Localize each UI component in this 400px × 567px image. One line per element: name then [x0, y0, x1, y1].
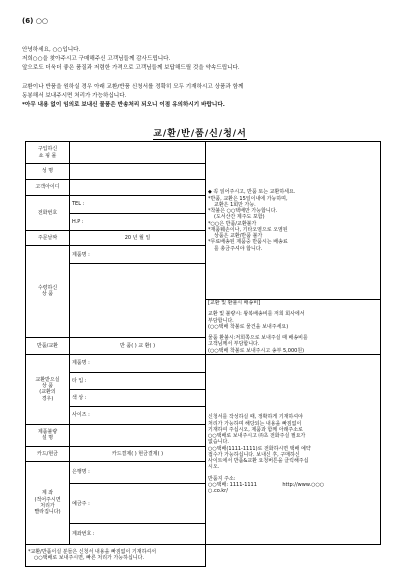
warning-text: *아무 내용 없이 임의로 보내신 물품은 반송처리 되오니 이점 유의하시기 바랍니다.	[22, 102, 225, 108]
order-date-label: 주문날짜	[26, 231, 70, 246]
exchange-size-field[interactable]: 사이즈 :	[72, 411, 90, 418]
footer-note: *교환/반품이실 분들은 신청서 내용을 빠짐없이 기재하셔서 ○○택배로 보내주시면, 빠른 처리가 가능하십니다.	[26, 544, 206, 566]
product-detail-field[interactable]	[70, 264, 205, 336]
hp-field[interactable]: H.P :	[72, 218, 84, 225]
account-label: 계 좌 (적어주시면 처리가 빨라집니다)	[26, 461, 70, 544]
exchange-type-field[interactable]: 타 입 :	[70, 372, 205, 389]
form-title: 교/환/반/품/신/청/서	[153, 129, 247, 139]
return-address-label: 반품지 주소:	[208, 475, 236, 482]
received-product-label: 수령하신 상 품	[26, 246, 70, 338]
payment-label: 카드/현금	[26, 446, 70, 461]
promise-text: 앞으로도 더욱더 좋은 품질과 저렴한 가격으로 고객님들께 보답해드릴 것을 약속드립니다.	[22, 65, 240, 71]
return-exchange-label: 반품/교환	[26, 337, 70, 354]
product-name-field[interactable]: 제품명 :	[70, 247, 205, 264]
exchange-product-field[interactable]: 제품명 :	[70, 355, 205, 372]
defect-description-field[interactable]	[70, 424, 206, 446]
website-url[interactable]: http://www.○○○	[282, 481, 325, 488]
return-notice-box: ◆ 꼭 읽어주시고, 반품 또는 교환하세요. *반품, 교환은 15일이내에 가능하며, 교환은 1회만 가능. *착불은 ○○택배만 가능합니다. (도서산간 제주도 포함) *○○은 반품/교환불가 *재품훼손이나, 기타오염으로 오염된 상품은 교환/반품 불가 *무료배송된 제품중 반품시는 배송료 를 총금주셔야 합니다.	[206, 142, 381, 300]
document-code: (6) ○○	[22, 17, 48, 25]
account-holder-field[interactable]: 예금주 :	[70, 484, 205, 524]
exchange-product-label: 교환받으실 상 품 (교환의 경우)	[26, 354, 70, 424]
phone-label: 전화번호	[26, 196, 70, 231]
customer-id-label: 고객아이디	[26, 180, 70, 196]
instruction-text-2: 동봉해서 보내주시면 처리가 가능하십니다.	[22, 93, 127, 99]
order-date-field[interactable]: 20 년 월 일	[70, 231, 206, 246]
instruction-text: 교환이나 반품을 원하실 경우 아래 교환/반품 신청서를 정확히 모두 기재하시고 상품과 함께	[22, 84, 244, 90]
defect-label: 제품불량 설 명	[26, 424, 70, 446]
customer-id-field[interactable]	[70, 180, 206, 196]
payment-choice[interactable]: 카드결제( ) 현금결제( )	[70, 446, 206, 461]
bank-name-field[interactable]: 은행명 :	[70, 462, 205, 484]
name-field[interactable]	[70, 164, 206, 180]
name-label: 성 명	[26, 164, 70, 180]
thanks-text: 저희○○을 찾아주시고 구매해주신 고객님들께 감사드립니다.	[22, 56, 171, 62]
purchase-mall-field[interactable]	[70, 142, 206, 164]
account-number-field[interactable]: 계좌번호 :	[72, 530, 95, 537]
shipping-fee-box: [교환 및 환불시 배송비] 교환 및 불량시: 왕복배송비를 저희 회사에서 부담합니다. (○○택배 착불로 물건을 보내주세요) 물품 환불시:저희쪽으로 보내주실 때 배송비를 고객님께서 부담합니다. (○○택배 착불로 보내주시고 송부 5,000원)	[206, 300, 381, 355]
purchase-mall-label: 구입하신 쇼 핑 몰	[26, 142, 70, 164]
return-exchange-form	[25, 141, 381, 567]
courier-phone: ○○택배: 1111-1111	[208, 481, 257, 488]
tel-field[interactable]: TEL :	[70, 196, 205, 213]
exchange-color-field[interactable]: 색 상 :	[70, 389, 205, 406]
greeting-text: 안녕하세요, ○○입니다.	[22, 47, 81, 53]
procedure-box: 신청서를 작성하실 때, 정확하게 기재하셔야 처리가 가능하며 해당되는 내용을 빠짐없이 기재하여 주십시오, 제품과 함께 아래주소로 ○○택배로 보내주시고 ㈜초 전화주실 필요가 없습니다. ○○택배(1111-1111)로 전화하시면 택배 예약 접수가 가능하십니다. 보내신 후, 구매하신 사이트에서 반품&교환 요청버튼을 클릭해주십 시오. 반품지 주소: ○○택배: 1111-1111 http://www.○○○ ○.co.kr/	[206, 354, 381, 544]
return-exchange-choice[interactable]: 반 품( ) 교 환( )	[70, 337, 206, 354]
